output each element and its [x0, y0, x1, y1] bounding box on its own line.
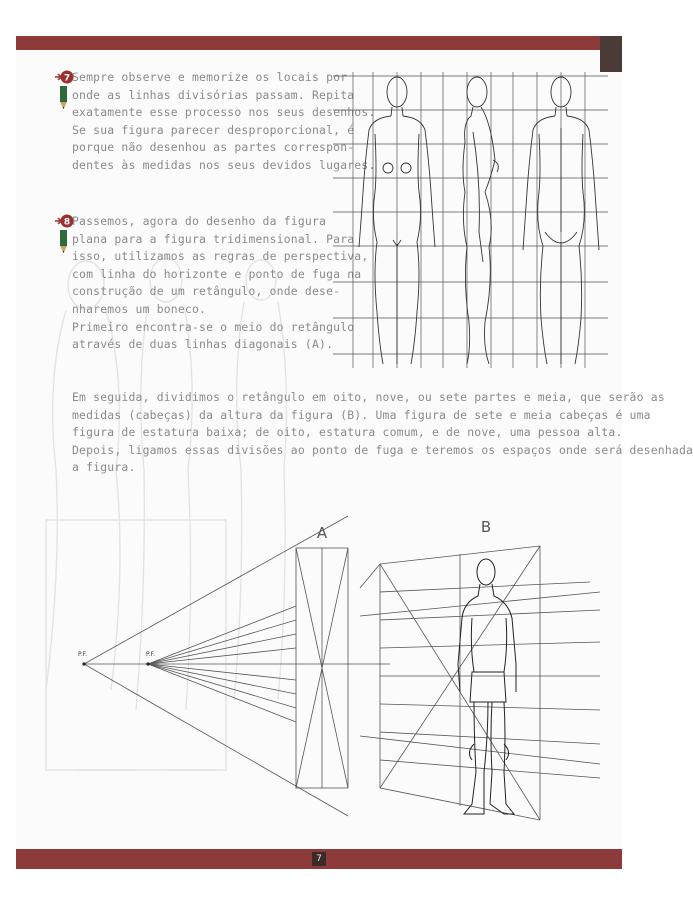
step-7-line: Se sua figura parecer desproporcional, é — [72, 122, 355, 137]
step-7-line: Sempre observe e memorize os locais por — [72, 70, 348, 84]
step-8-line: com linha do horizonte e ponto de fuga na — [72, 266, 362, 281]
step-8-badge: 8 — [63, 217, 71, 228]
step-7-line: dentes às medidas nos seus devidos lugares. — [72, 157, 376, 172]
step-7-text — [72, 69, 375, 175]
step-8-line: Primeiro encontra-se o meio do retângulo — [72, 319, 355, 334]
step-7-line: onde as linhas divisórias passam. Repita — [72, 87, 355, 102]
step-7-line: exatamente esse processo nos seus desenhos. — [72, 105, 376, 120]
bottom-color-band — [16, 849, 622, 869]
step-8-text — [72, 213, 368, 354]
body-line: Em seguida, dividimos o retângulo em oito, nove, ou sete partes e meia, que serão as — [72, 390, 665, 404]
step-8-line: construção de um retângulo, onde dese- — [72, 284, 341, 299]
body-wide-text — [72, 389, 693, 477]
step-7-badge: 7 — [63, 73, 71, 84]
body-line: figura de estatura baixa; de oito, estatura comum, e de nove, uma pessoa alta. — [72, 425, 623, 440]
step-8-line: através de duas linhas diagonais (A). — [72, 337, 334, 352]
step-8-line: isso, utilizamos as regras de perspectiva, — [72, 249, 369, 264]
body-line: medidas (cabeças) da altura da figura (B). Uma figura de sete e meia cabeças é uma — [72, 407, 651, 422]
top-color-band — [16, 36, 622, 50]
body-line: Depois, ligamos essas divisões ao ponto de fuga e teremos os espaços onde será desenhada — [72, 442, 693, 457]
vanishing-point-left-label: P.F. — [78, 651, 87, 658]
book-page — [16, 36, 693, 869]
diagram-label-a: A — [316, 524, 328, 542]
step-8-line: nharemos um boneco. — [72, 301, 207, 316]
step-7-line: porque não desenhou as partes correspon- — [72, 140, 355, 155]
body-line: a figura. — [72, 460, 136, 475]
perspective-diagram — [60, 496, 620, 836]
step-8-line: plana para a figura tridimensional. Para — [72, 231, 355, 246]
proportion-figures-grid — [333, 72, 608, 372]
diagram-label-b: B — [480, 518, 492, 536]
corner-block — [600, 36, 622, 72]
vanishing-point-left — [82, 662, 85, 665]
page-number: 7 — [312, 852, 326, 866]
vanishing-point-right — [146, 662, 149, 665]
step-8-line: Passemos, agora do desenho da figura — [72, 214, 327, 228]
vanishing-point-right-label: P.F. — [146, 651, 155, 658]
